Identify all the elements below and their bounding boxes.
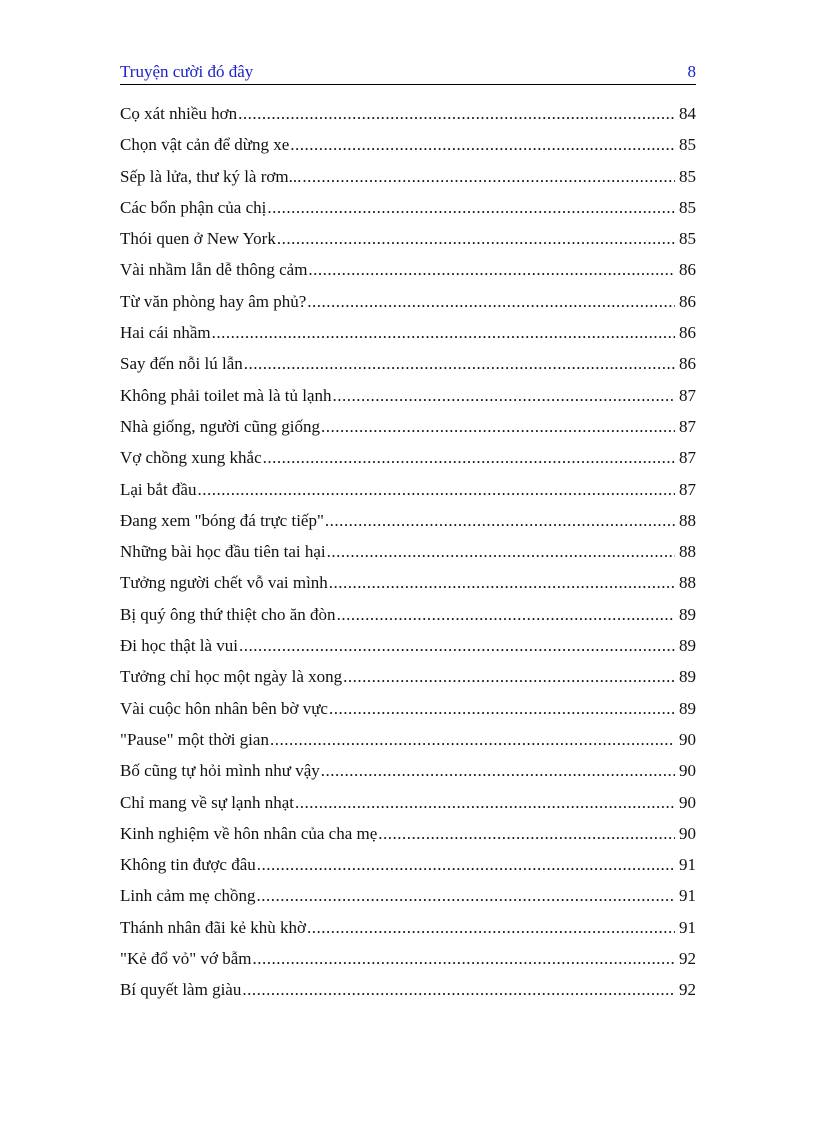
dot-leader	[327, 536, 675, 567]
dot-leader	[257, 880, 676, 911]
dot-leader	[267, 192, 675, 223]
toc-entry-title: Những bài học đầu tiên tai hại	[120, 542, 326, 562]
dot-leader	[333, 380, 675, 411]
dot-leader	[321, 411, 675, 442]
toc-entry-title: Linh cảm mẹ chồng	[120, 886, 256, 906]
toc-entry[interactable]	[120, 599, 696, 630]
toc-entry[interactable]	[120, 724, 696, 755]
toc-entry[interactable]	[120, 474, 696, 505]
toc-entry[interactable]	[120, 974, 696, 1005]
toc-entry[interactable]	[120, 442, 696, 473]
toc-entry-title: Chọn vật cản để dừng xe	[120, 135, 290, 155]
toc-entry-page: 90	[679, 729, 696, 749]
toc-entry[interactable]	[120, 317, 696, 348]
toc-entry-page: 89	[679, 667, 696, 687]
dot-leader	[263, 442, 675, 473]
dot-leader	[257, 849, 675, 880]
toc-entry-page: 89	[679, 604, 696, 624]
toc-entry-page: 88	[679, 542, 696, 562]
toc-entry[interactable]	[120, 818, 696, 849]
toc-entry[interactable]	[120, 192, 696, 223]
dot-leader	[239, 630, 675, 661]
dot-leader	[308, 254, 675, 285]
toc-entry-title: Kinh nghiệm về hôn nhân của cha mẹ	[120, 823, 378, 843]
toc-entry[interactable]	[120, 223, 696, 254]
toc-entry-title: Cọ xát nhiều hơn	[120, 104, 238, 123]
toc-entry-page: 87	[679, 448, 696, 468]
toc-entry-title: Bí quyết làm giàu	[120, 980, 242, 1000]
toc-entry[interactable]	[120, 661, 696, 692]
toc-entry-title: Đang xem "bóng đá trực tiếp"	[120, 510, 324, 530]
toc-entry-title: Tưởng người chết vỗ vai mình	[120, 573, 328, 593]
toc-entry-title: Thánh nhân đãi kẻ khù khờ	[120, 917, 307, 937]
dot-leader	[244, 348, 675, 379]
dot-leader	[302, 161, 675, 192]
toc-entry-title: Nhà giống, người cũng giống	[120, 416, 320, 436]
toc-entry-page: 84	[679, 104, 696, 123]
toc-entry[interactable]	[120, 348, 696, 379]
toc-entry-page: 91	[679, 886, 696, 906]
toc-entry-title: Sếp là lửa, thư ký là rơm...	[120, 166, 302, 186]
toc-entry-page: 87	[679, 385, 696, 405]
toc-entry[interactable]	[120, 567, 696, 598]
toc-entry-page: 86	[679, 291, 696, 311]
toc-entry[interactable]	[120, 254, 696, 285]
dot-leader	[295, 787, 675, 818]
toc-entry-page: 85	[679, 229, 696, 249]
toc-entry-page: 90	[679, 792, 696, 812]
table-of-contents	[120, 98, 696, 1006]
toc-entry[interactable]	[120, 286, 696, 317]
dot-leader	[270, 724, 675, 755]
dot-leader	[329, 693, 675, 724]
toc-entry-page: 91	[679, 855, 696, 875]
toc-entry[interactable]	[120, 849, 696, 880]
toc-entry-page: 90	[679, 823, 696, 843]
toc-entry[interactable]	[120, 755, 696, 786]
dot-leader	[307, 286, 675, 317]
toc-entry-title: Vài nhầm lẫn dễ thông cảm	[120, 260, 308, 280]
page-header	[120, 60, 696, 85]
dot-leader	[197, 474, 675, 505]
toc-entry-title: Các bổn phận của chị	[120, 197, 267, 217]
page-number: 8	[687, 62, 696, 81]
toc-entry-title: Vợ chồng xung khắc	[120, 448, 262, 468]
toc-entry-title: Không tin được đâu	[120, 855, 256, 875]
toc-entry-page: 86	[679, 323, 696, 343]
toc-entry[interactable]	[120, 880, 696, 911]
toc-entry-page: 85	[679, 135, 696, 155]
toc-entry-page: 88	[679, 573, 696, 593]
dot-leader	[252, 943, 675, 974]
toc-entry-title: Thói quen ở New York	[120, 229, 276, 249]
toc-entry-page: 89	[679, 698, 696, 718]
toc-entry-page: 90	[679, 761, 696, 781]
toc-entry-page: 86	[679, 260, 696, 280]
toc-entry[interactable]	[120, 912, 696, 943]
running-title: Truyện cười đó đây	[120, 62, 254, 81]
dot-leader	[321, 755, 675, 786]
toc-entry-page: 86	[679, 354, 696, 374]
toc-entry-title: Bố cũng tự hỏi mình như vậy	[120, 761, 320, 781]
toc-entry[interactable]	[120, 380, 696, 411]
dot-leader	[329, 567, 675, 598]
dot-leader	[307, 912, 675, 943]
toc-entry[interactable]	[120, 693, 696, 724]
dot-leader	[343, 661, 675, 692]
toc-entry-page: 91	[679, 917, 696, 937]
toc-entry-page: 92	[679, 980, 696, 1000]
dot-leader	[290, 129, 675, 160]
toc-entry[interactable]	[120, 411, 696, 442]
toc-entry-title: Lại bắt đầu	[120, 479, 197, 499]
toc-entry-page: 88	[679, 510, 696, 530]
dot-leader	[212, 317, 675, 348]
toc-entry[interactable]	[120, 536, 696, 567]
toc-entry-page: 87	[679, 479, 696, 499]
toc-entry-title: "Kẻ đổ vỏ" vớ bẫm	[120, 949, 252, 969]
toc-entry[interactable]	[120, 943, 696, 974]
toc-entry[interactable]	[120, 98, 696, 129]
toc-entry[interactable]	[120, 129, 696, 160]
toc-entry-title: "Pause" một thời gian	[120, 729, 269, 749]
toc-entry-title: Từ văn phòng hay âm phủ?	[120, 291, 307, 311]
toc-entry[interactable]	[120, 161, 696, 192]
dot-leader	[378, 818, 675, 849]
dot-leader	[325, 505, 675, 536]
dot-leader	[277, 223, 675, 254]
dot-leader	[238, 98, 675, 129]
toc-entry-page: 89	[679, 636, 696, 656]
toc-entry-title: Bị quý ông thứ thiệt cho ăn đòn	[120, 604, 336, 624]
toc-entry[interactable]	[120, 505, 696, 536]
toc-entry[interactable]	[120, 630, 696, 661]
toc-entry-page: 85	[679, 166, 696, 186]
dot-leader	[337, 599, 675, 630]
toc-entry-title: Vài cuộc hôn nhân bên bờ vực	[120, 698, 328, 718]
toc-entry-title: Tưởng chỉ học một ngày là xong	[120, 667, 343, 687]
toc-entry[interactable]	[120, 787, 696, 818]
toc-entry-page: 85	[679, 197, 696, 217]
toc-entry-title: Chỉ mang về sự lạnh nhạt	[120, 792, 294, 812]
toc-entry-title: Đi học thật là vui	[120, 636, 239, 656]
toc-entry-title: Say đến nỗi lú lẫn	[120, 354, 243, 374]
toc-entry-page: 92	[679, 949, 696, 969]
toc-entry-title: Không phải toilet mà là tủ lạnh	[120, 385, 332, 405]
toc-entry-title: Hai cái nhầm	[120, 323, 211, 343]
toc-entry-page: 87	[679, 416, 696, 436]
dot-leader	[242, 974, 675, 1005]
